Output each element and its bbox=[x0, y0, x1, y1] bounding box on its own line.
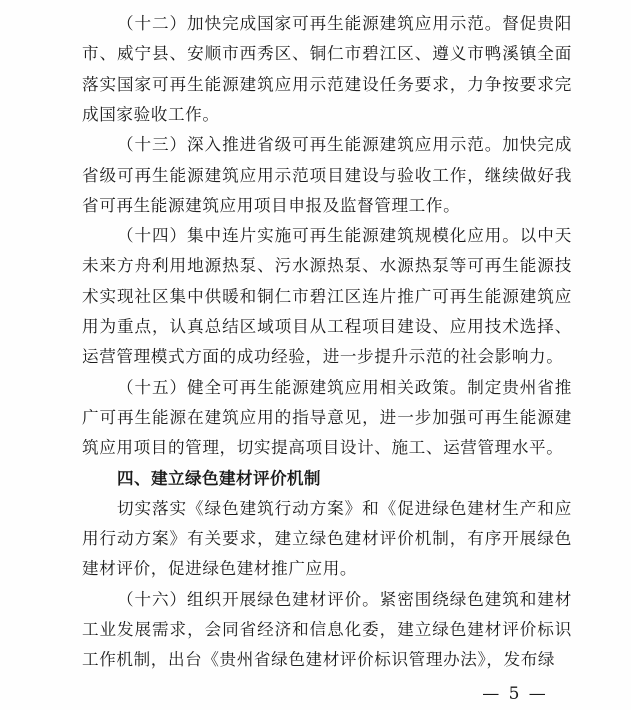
text-line: 未来方舟利用地源热泵、污水源热泵、水源热泵等可再生能源技 bbox=[82, 256, 572, 275]
text-line: 切实落实《绿色建筑行动方案》和《促进绿色建材生产和应 bbox=[117, 499, 572, 518]
text-line: （十二）加快完成国家可再生能源建筑应用示范。督促贵阳 bbox=[117, 14, 572, 33]
text-line: 成国家验收工作。 bbox=[82, 105, 220, 124]
text-line: 工业发展需求，会同省经济和信息化委，建立绿色建材评价标识 bbox=[82, 620, 572, 639]
text-line: （十三）深入推进省级可再生能源建筑应用示范。加快完成 bbox=[117, 135, 572, 154]
text-line: （十五）健全可再生能源建筑应用相关政策。制定贵州省推 bbox=[117, 378, 572, 397]
text-line: 术实现社区集中供暖和铜仁市碧江区连片推广可再生能源建筑应 bbox=[82, 287, 572, 306]
text-line: （十六）组织开展绿色建材评价。紧密围绕绿色建筑和建材 bbox=[117, 590, 572, 609]
text-line: 落实国家可再生能源建筑应用示范建设任务要求，力争按要求完 bbox=[82, 75, 572, 94]
page-number: — 5 — bbox=[482, 684, 548, 704]
text-line: 省级可再生能源建筑应用示范项目建设与验收工作，继续做好我 bbox=[82, 166, 572, 185]
text-line: 用为重点，认真总结区域项目从工程项目建设、应用技术选择、 bbox=[82, 317, 572, 336]
text-line: （十四）集中连片实施可再生能源建筑规模化应用。以中天 bbox=[117, 226, 572, 245]
text-line: 省可再生能源建筑应用项目申报及监督管理工作。 bbox=[82, 196, 461, 215]
text-line: 筑应用项目的管理，切实提高项目设计、施工、运营管理水平。 bbox=[82, 438, 564, 457]
text-line: 市、威宁县、安顺市西秀区、铜仁市碧江区、遵义市鸭溪镇全面 bbox=[82, 44, 572, 63]
section-heading: 四、建立绿色建材评价机制 bbox=[117, 469, 321, 488]
text-line: 广可再生能源在建筑应用的指导意见，进一步加强可再生能源建 bbox=[82, 408, 572, 427]
text-line: 建材评价，促进绿色建材推广应用。 bbox=[82, 559, 358, 578]
text-line: 运营管理模式方面的成功经验，进一步提升示范的社会影响力。 bbox=[82, 347, 564, 366]
text-line: 用行动方案》有关要求，建立绿色建材评价机制，有序开展绿色 bbox=[82, 529, 572, 548]
text-line: 工作机制，出台《贵州省绿色建材评价标识管理办法》，发布绿 bbox=[82, 650, 556, 669]
